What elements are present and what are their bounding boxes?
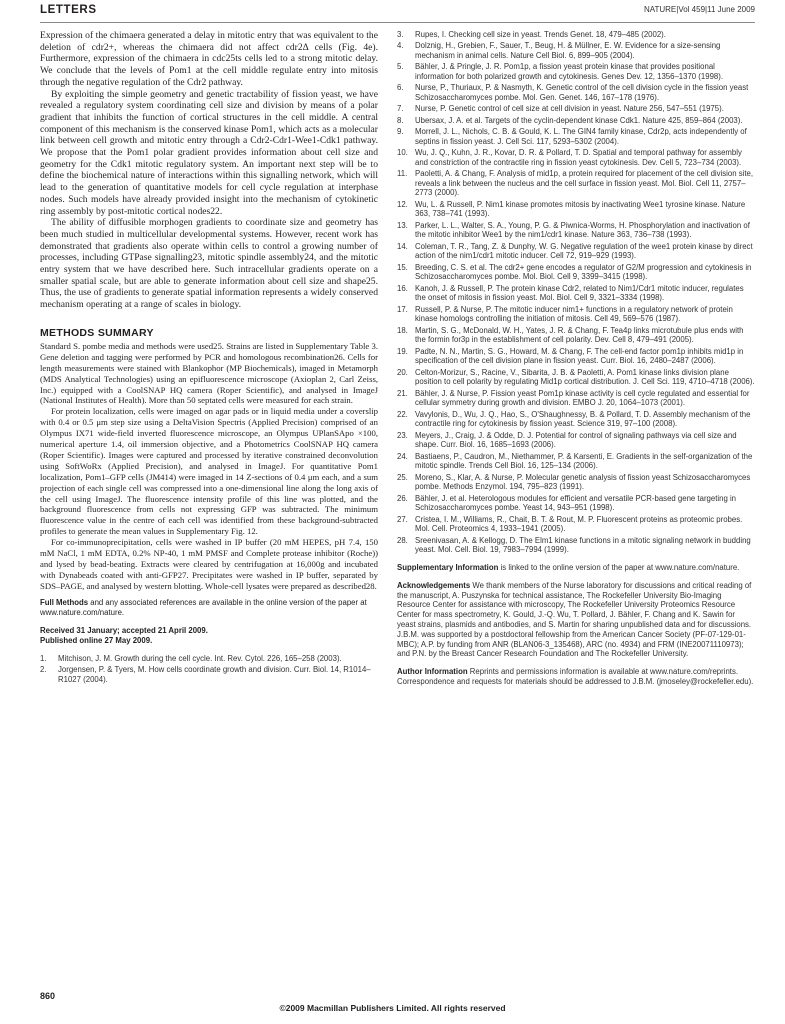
reference-item xyxy=(40,654,378,664)
body-paragraph: Expression of the chimaera generated a delay in mitotic entry that was equivalent to the deletion of cdr2+, whereas the chimaera did not affect cdr2Δ cells (Fig. 4e). Furthermore, expression of the chimaera in cdc25ts cells led to a strong mitotic delay. We conclude that the levels of Pom1 at the cell middle regulate entry into mitosis through the negative regulation of the Cdr2 pathway. xyxy=(40,30,378,88)
reference-text: Parker, L. L., Walter, S. A., Young, P. G. & Piwnica-Worms, H. Phosphorylation and inactivation of the mitotic inhibitor Wee1 by the nim1/cdr1 kinase. Nature 363, 736–738 (1993). xyxy=(415,220,750,240)
reference-text: Cristea, I. M., Williams, R., Chait, B. T. & Rout, M. P. Fluorescent proteins as proteomic probes. Mol. Cell. Proteomics 4, 1933–1941 (2005). xyxy=(415,514,743,534)
reference-number: 13. xyxy=(397,220,408,230)
methods-paragraph: Standard S. pombe media and methods were used25. Strains are listed in Supplementary Table 3. Gene deletion and tagging were performed by PCR and homologous recombination26. Cells for length measurements were stained with Blankophor (MP Biochemicals), imaged in Metamorph (MDS Analytical Technologies) using an epifluorescence microscope (Axioplan 2, Carl Zeiss, Inc.) equipped with a CoolSNAP HQ camera (Roper Scientific), and analysed in ImageJ (National Institutes of Health). More than 50 septated cells were measured for each strain. xyxy=(40,340,378,406)
reference-item xyxy=(397,431,755,450)
full-methods-lead: Full Methods xyxy=(40,597,89,607)
reference-number: 22. xyxy=(397,409,408,419)
acknowledgements-lead: Acknowledgements xyxy=(397,580,471,590)
reference-text: Padte, N. N., Martin, S. G., Howard, M. & Chang, F. The cell-end factor pom1p inhibits mid1p in specification of the cell division plane in fission yeast. Curr. Biol. 16, 2480–2487 (2006). xyxy=(415,346,744,366)
left-column xyxy=(40,30,378,686)
reference-number: 12. xyxy=(397,199,408,209)
reference-item xyxy=(397,347,755,366)
reference-text: Wu, J. Q., Kuhn, J. R., Kovar, D. R. & Pollard, T. D. Spatial and temporal pathway for assembly and constriction of the contractile ring in fission yeast cytokinesis. Dev. Cell 5, 723–734 (2003). xyxy=(415,147,742,167)
reference-item xyxy=(397,536,755,555)
copyright-notice: ©2009 Macmillan Publishers Limited. All rights reserved xyxy=(279,1003,506,1013)
header-rule xyxy=(40,22,755,23)
methods-paragraph: For co-immunoprecipitation, cells were washed in IP buffer (20 mM HEPES, pH 7.4, 150 mM NaCl, 1 mM EDTA, 0.2% NP-40, 1 mM PMSF and Complete protease inhibitor (Roche)) and lysed by bead-beating. Extracts were cleared by centrifugation at 16,000g and incubated with Dynabeads coated with anti-GFP27. Precipitates were washed in IP buffer, separated by SDS–PAGE, and analysed by western blotting. Whole-cell lysates were prepared as described28. xyxy=(40,537,378,591)
reference-text: Bähler, J. & Nurse, P. Fission yeast Pom1p kinase activity is cell cycle regulated and essential for cellular symmetry during growth and division. EMBO J. 20, 1064–1073 (2001). xyxy=(415,388,750,408)
reference-number: 10. xyxy=(397,147,408,157)
reference-text: Wu, L. & Russell, P. Nim1 kinase promotes mitosis by inactivating Wee1 tyrosine kinase. Nature 363, 738–741 (1993). xyxy=(415,199,746,219)
reference-text: Kanoh, J. & Russell, P. The protein kinase Cdr2, related to Nim1/Cdr1 mitotic inducer, regulates the onset of mitosis in fission yeast. Mol. Biol. Cell 9, 3321–3334 (1998). xyxy=(415,283,744,303)
reference-item xyxy=(397,284,755,303)
reference-text: Vavylonis, D., Wu, J. Q., Hao, S., O'Shaughnessy, B. & Pollard, T. D. Assembly mechanism of the contractile ring for cytokinesis by fission yeast. Science 319, 97–100 (2008). xyxy=(415,409,751,429)
reference-text: Celton-Morizur, S., Racine, V., Sibarita, J. B. & Paoletti, A. Pom1 kinase links division plane position to cell polarity by regulating Mid1p cortical distribution. J. Cell Sci. 119, 4710–4718 (2006). xyxy=(415,367,755,387)
reference-number: 6. xyxy=(397,83,404,93)
author-information-text: Reprints and permissions information is available at www.nature.com/reprints. Correspondence and requests for materials should be addressed to J.B.M. (jmoseley@rockefeller.edu). xyxy=(397,667,754,686)
reference-item xyxy=(397,410,755,429)
reference-list-right xyxy=(397,30,755,555)
reference-text: Coleman, T. R., Tang, Z. & Dunphy, W. G. Negative regulation of the wee1 protein kinase by direct action of the nim1/cdr1 mitotic inducer. Cell 72, 919–929 (1993). xyxy=(415,241,753,261)
reference-number: 2. xyxy=(40,665,47,675)
reference-item xyxy=(397,494,755,513)
reference-item xyxy=(397,83,755,102)
reference-number: 3. xyxy=(397,30,404,39)
body-paragraph: The ability of diffusible morphogen gradients to coordinate size and geometry has been much studied in multicellular developmental systems. However, recent work has demonstrated that gradients also operate within cells to control a growing number of processes, including GTPase signalling23, mitotic spindle assembly24, and the mitotic entry system that we have described here. Such intracellular gradients operate on a smaller spatial scale, but are able to generate information about cell size and shape25. Thus, the use of gradients to generate spatial information represents a widely conserved mechanism operating at a range of scales in biology. xyxy=(40,217,378,311)
reference-item xyxy=(397,169,755,198)
reference-number: 19. xyxy=(397,346,408,356)
methods-paragraph: For protein localization, cells were imaged on agar pads or in liquid media under a coverslip with 0.4 or 0.5 μm step size using a DeltaVision Spectris (Applied Precision) comprised of an Olympus IX71 wide-field inverted fluorescence microscope, an Olympus UPlanSApo ×100, numerical aperture 1.4, oil immersion objective, and a Photometrics CoolSNAP HQ camera (Roper Scientific). Images were captured and processed by iterative constrained deconvolution using SoftWoRx (Applied Precision), and analysed in ImageJ. For quantitative Pom1 localization, Pom1–GFP cells (JM414) were imaged in 14 Z-sections of 0.4 μm each, and a sum projection of each single cell was compressed into a one-dimensional line along the long axis of the cell using ImageJ. The fluorescence intensity profile of this line was plotted, and the background fluorescence from cells not expressing GFP was subtracted. The minimum fluorescence value in the centre of each cell was identified from these background-subtracted profiles to generate the mean values in Supplementary Fig. 12. xyxy=(40,406,378,537)
reference-text: Bähler, J. & Pringle, J. R. Pom1p, a fission yeast protein kinase that provides positional information for both polarized growth and cytokinesis. Genes Dev. 12, 1356–1370 (1998). xyxy=(415,62,724,81)
reference-item xyxy=(40,665,378,684)
reference-number: 24. xyxy=(397,451,408,461)
author-information xyxy=(397,667,755,687)
reference-number: 27. xyxy=(397,514,408,524)
reference-number: 28. xyxy=(397,535,408,545)
methods-summary xyxy=(40,341,378,592)
publication-dates xyxy=(40,626,378,646)
reference-number: 26. xyxy=(397,493,408,503)
reference-item xyxy=(397,62,755,81)
reference-number: 8. xyxy=(397,115,404,125)
body-paragraph: By exploiting the simple geometry and genetic tractability of fission yeast, we have revealed a regulatory system coordinating cell size and division by means of a polar gradient that inhibits the function of cortical structures in the cell middle. A central component of this mechanism is the conserved kinase Pom1, which acts as a molecular link between cell growth and mitotic entry through a Cdr2-Cdr1-Wee1-Cdk1 pathway. We propose that the Pom1 polar gradient provides information about cell size and geometry for the Cdk1 mitotic regulatory system. An important next step will be to define the biochemical nature of interactions within this signalling network, which will lead to the generation of quantitative models for cell cycle regulation at interphase nodes. Such models have already provided insight into the mechanism of cytokinetic ring assembly by post-mitotic cortical nodes22. xyxy=(40,88,378,217)
reference-number: 18. xyxy=(397,325,408,335)
reference-number: 14. xyxy=(397,241,408,251)
reference-text: Mitchison, J. M. Growth during the cell cycle. Int. Rev. Cytol. 226, 165–258 (2003). xyxy=(58,653,342,663)
reference-text: Paoletti, A. & Chang, F. Analysis of mid1p, a protein required for placement of the cell division site, reveals a link between the nucleus and the cell surface in fission yeast. Mol. Biol. Cell 11, 2757–2773 (2000). xyxy=(415,168,754,198)
reference-number: 23. xyxy=(397,430,408,440)
reference-number: 17. xyxy=(397,304,408,314)
page-number: 860 xyxy=(40,991,56,1001)
reference-item xyxy=(397,368,755,387)
reference-item xyxy=(397,515,755,534)
supplementary-lead: Supplementary Information xyxy=(397,563,499,572)
section-label: LETTERS xyxy=(40,4,97,16)
reference-number: 20. xyxy=(397,367,408,377)
reference-text: Meyers, J., Craig, J. & Odde, D. J. Potential for control of signaling pathways via cell size and shape. Curr. Biol. 16, 1685–1693 (2006). xyxy=(415,430,737,450)
reference-item xyxy=(397,473,755,492)
received-date: Received 31 January; accepted 21 April 2009. xyxy=(40,626,208,636)
reference-item xyxy=(397,116,755,126)
reference-item xyxy=(397,104,755,114)
published-date: Published online 27 May 2009. xyxy=(40,636,153,646)
methods-heading: METHODS SUMMARY xyxy=(40,326,154,339)
reference-text: Morrell, J. L., Nichols, C. B. & Gould, K. L. The GIN4 family kinase, Cdr2p, acts independently of septins in fission yeast. J. Cell Sci. 117, 5293–5302 (2004). xyxy=(415,126,747,146)
reference-list-left xyxy=(40,654,378,685)
reference-number: 15. xyxy=(397,262,408,272)
main-text xyxy=(40,30,378,311)
reference-item xyxy=(397,221,755,240)
reference-text: Martin, S. G., McDonald, W. H., Yates, J. R. & Chang, F. Tea4p links microtubule plus ends with the formin for3p in the establishment of cell polarity. Dev. Cell 8, 479–491 (2005). xyxy=(415,325,744,345)
reference-text: Breeding, C. S. et al. The cdr2+ gene encodes a regulator of G2/M progression and cytokinesis in Schizosaccharomyces pombe. Mol. Biol. Cell 9, 3399–3415 (1998). xyxy=(415,262,752,282)
reference-number: 7. xyxy=(397,104,404,114)
reference-text: Bähler, J. et al. Heterologous modules for efficient and versatile PCR-based gene targeting in Schizosaccharomyces pombe. Yeast 14, 943–951 (1998). xyxy=(415,493,737,513)
reference-text: Jorgensen, P. & Tyers, M. How cells coordinate growth and division. Curr. Biol. 14, R1014–R1027 (2004). xyxy=(58,665,371,684)
right-column xyxy=(397,30,755,687)
reference-number: 21. xyxy=(397,388,408,398)
reference-number: 16. xyxy=(397,283,408,293)
reference-text: Rupes, I. Checking cell size in yeast. Trends Genet. 18, 479–485 (2002). xyxy=(415,30,666,39)
reference-number: 5. xyxy=(397,62,404,72)
reference-number: 25. xyxy=(397,472,408,482)
reference-item xyxy=(397,389,755,408)
reference-text: Dolznig, H., Grebien, F., Sauer, T., Beug, H. & Müllner, E. W. Evidence for a size-sensing mechanism in animal cells. Nature Cell Biol. 6, 899–905 (2004). xyxy=(415,41,721,60)
author-information-lead: Author Information xyxy=(397,667,468,677)
reference-text: Russell, P. & Nurse, P. The mitotic inducer nim1+ functions in a regulatory network of protein kinase homologs controlling the initiation of mitosis. Cell 49, 569–576 (1987). xyxy=(415,304,733,324)
reference-text: Bastiaens, P., Caudron, M., Niethammer, P. & Karsenti, E. Gradients in the self-organization of the mitotic spindle. Trends Cell Biol. 16, 125–134 (2006). xyxy=(415,451,753,471)
reference-item xyxy=(397,263,755,282)
supplementary-information xyxy=(397,563,755,573)
acknowledgements-text: We thank members of the Nurse laboratory for discussions and critical reading of the manuscript, A. Puszynska for technical assistance, The Rockefeller University Bio-Imaging Resource Center for assistance with microscopy, The Rockefeller University Proteomics Resource Center for mass spectrometry, K. Gould, J.-Q. Wu, T. Pollard, J. Bähler, F. Chang and K. Sawin for yeast strains, plasmids and antibodies, and S. Martin for sharing unpublished data and for discussions. J.B.M. was supported by a postdoctoral fellowship from the American Cancer Society (PF-07-129-01-MBC); A.P. by funding from ANR (BLAN06-3_135468), ARC (no. 4934) and FRM (INE20071110973); and P.N. by the Breast Cancer Research Foundation and The Rockefeller University. xyxy=(397,580,752,659)
reference-text: Nurse, P., Thuriaux, P. & Nasmyth, K. Genetic control of the cell division cycle in the fission yeast Schizosaccharomyces pombe. Mol. Gen. Genet. 146, 167–178 (1976). xyxy=(415,83,749,102)
reference-item xyxy=(397,200,755,219)
reference-item xyxy=(397,305,755,324)
reference-text: Sreenivasan, A. & Kellogg, D. The Elm1 kinase functions in a mitotic signaling network in budding yeast. Mol. Cell. Biol. 19, 7983–7994 (1999). xyxy=(415,535,751,555)
reference-text: Ubersax, J. A. et al. Targets of the cyclin-dependent kinase Cdk1. Nature 425, 859–864 (2003). xyxy=(415,115,743,125)
reference-number: 4. xyxy=(397,41,404,51)
reference-item xyxy=(397,30,755,40)
journal-issue-label: NATURE|Vol 459|11 June 2009 xyxy=(643,5,755,14)
supplementary-text: is linked to the online version of the paper at www.nature.com/nature. xyxy=(498,563,740,572)
reference-item xyxy=(397,148,755,167)
reference-item xyxy=(397,452,755,471)
reference-item xyxy=(397,242,755,261)
acknowledgements xyxy=(397,581,755,659)
reference-item xyxy=(397,41,755,60)
full-methods-text: and any associated references are available in the online version of the paper at www.nature.com/nature. xyxy=(40,597,367,617)
reference-number: 1. xyxy=(40,653,47,663)
reference-text: Moreno, S., Klar, A. & Nurse, P. Molecular genetic analysis of fission yeast Schizosaccharomyces pombe. Methods Enzymol. 194, 795–823 (1991). xyxy=(415,472,751,492)
reference-item xyxy=(397,326,755,345)
reference-text: Nurse, P. Genetic control of cell size at cell division in yeast. Nature 256, 547–551 (1975). xyxy=(415,104,724,114)
reference-number: 9. xyxy=(397,126,404,136)
reference-item xyxy=(397,127,755,146)
reference-number: 11. xyxy=(397,168,408,178)
full-methods-note xyxy=(40,598,378,618)
